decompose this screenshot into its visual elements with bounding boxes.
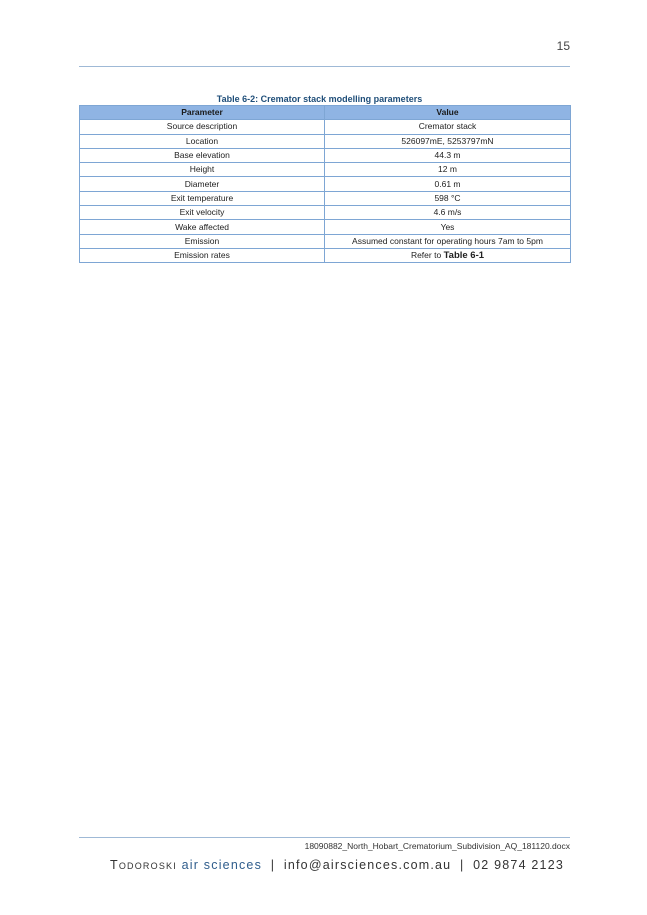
row-parameter: Base elevation [80,148,325,162]
row-parameter: Wake affected [80,220,325,234]
row-parameter: Height [80,163,325,177]
row-value: 44.3 m [325,148,571,162]
table-row [80,234,571,248]
header-divider [79,66,570,67]
table-row [80,120,571,134]
brand-name: Todoroski [110,858,177,872]
row-value [325,248,571,262]
table-row [80,177,571,191]
header-value: Value [325,106,571,120]
brand-phone: 02 9874 2123 [473,858,565,872]
row-value: 598 °C [325,191,571,205]
footer-filename: 18090882_North_Hobart_Crematorium_Subdivision_AQ_181120.docx [304,841,570,851]
row-value: 0.61 m [325,177,571,191]
value-prefix: Refer to [410,250,442,261]
table-reference-link[interactable]: Table 6-1 [443,250,485,262]
table-row [80,163,571,177]
footer-divider [79,837,570,838]
row-value: 4.6 m/s [325,206,571,220]
parameters-table [79,105,571,263]
row-parameter: Source description [80,120,325,134]
row-parameter: Diameter [80,177,325,191]
row-value: Cremator stack [325,120,571,134]
table-row [80,148,571,162]
table-caption: Table 6-2: Cremator stack modelling parameters [216,94,423,104]
row-parameter: Location [80,134,325,148]
row-value: Assumed constant for operating hours 7am to 5pm [325,234,571,248]
row-parameter: Exit temperature [80,191,325,205]
row-value: Yes [325,220,571,234]
brand-separator: | [270,858,276,872]
table-row [80,220,571,234]
brand-air-sciences: air sciences [181,858,263,872]
row-value: 12 m [325,163,571,177]
table-row [80,206,571,220]
table-row [80,248,571,262]
row-parameter: Emission rates [80,248,325,262]
row-parameter: Emission [80,234,325,248]
table-row [80,134,571,148]
page-number: 15 [556,39,570,53]
header-parameter: Parameter [80,106,325,120]
row-parameter: Exit velocity [80,206,325,220]
table-row [80,191,571,205]
footer-brand-line [110,858,565,872]
table-header-row [80,106,571,120]
row-value: 526097mE, 5253797mN [325,134,571,148]
brand-separator: | [460,858,465,872]
brand-email[interactable]: info@airsciences.com.au [283,858,452,872]
